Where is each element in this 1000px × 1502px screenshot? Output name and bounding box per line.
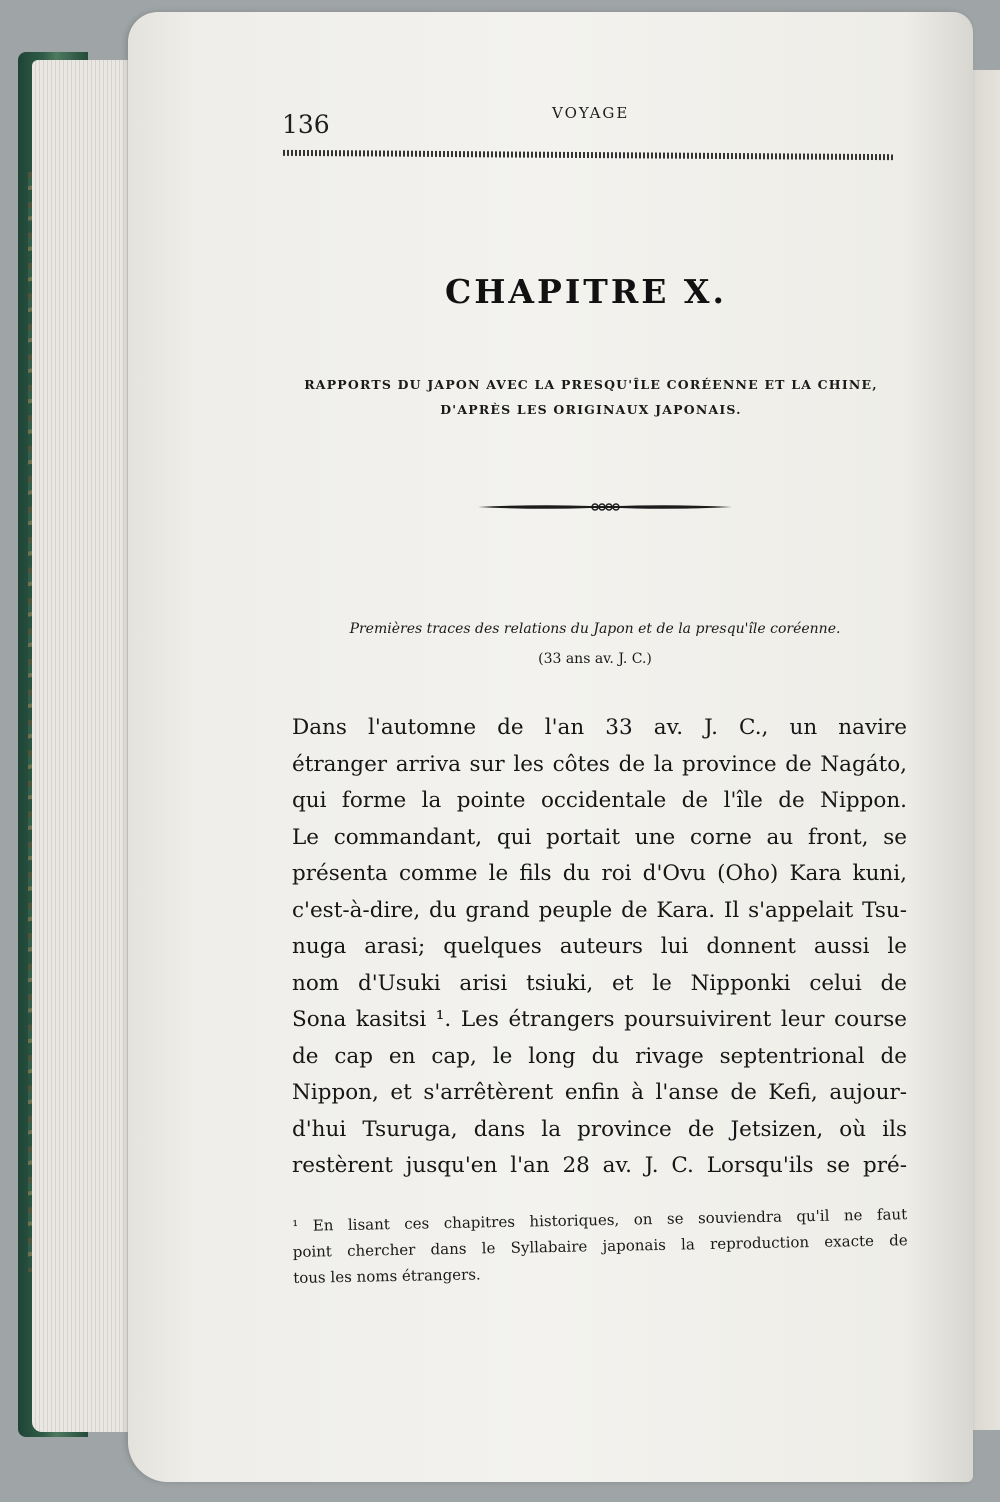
body-line: Sona kasitsi ¹. Les étrangers poursuivirent leur course <box>292 1007 907 1032</box>
body-line: Dans l'automne de l'an 33 av. J. C., un navire <box>292 715 907 740</box>
chapter-subtitle-line: D'APRÈS LES ORIGINAUX JAPONAIS. <box>440 402 742 417</box>
body-line: d'hui Tsuruga, dans la province de Jetsizen, où ils <box>292 1116 907 1142</box>
body-line: étranger arriva sur les côtes de la province de Nagáto, <box>292 751 907 777</box>
body-line: c'est-à-dire, du grand peuple de Kara. Il s'appelait Tsu- <box>292 897 907 923</box>
page-number: 136 <box>282 110 330 139</box>
ornament-divider <box>478 500 732 514</box>
footnote <box>292 1201 908 1291</box>
body-line: nom d'Usuki arisi tsiuki, et le Nipponki celui de <box>292 970 907 996</box>
chapter-title: CHAPITRE X. <box>444 272 727 311</box>
body-line: Le commandant, qui portait une corne au front, se <box>292 824 907 850</box>
body-line: qui forme la pointe occidentale de l'île de Nippon. <box>292 788 907 813</box>
section-heading: Premières traces des relations du Japon et de la presqu'île coréenne. <box>349 621 841 637</box>
chapter-subtitle-line: RAPPORTS DU JAPON AVEC LA PRESQU'ÎLE CORÉENNE ET LA CHINE, <box>304 377 878 392</box>
body-line: présenta comme le fils du roi d'Ovu (Oho) Kara kuni, <box>292 861 907 886</box>
body-line: de cap en cap, le long du rivage septentrional de <box>292 1043 907 1069</box>
footnote-line: tous les noms étrangers. <box>293 1265 481 1287</box>
page-header <box>280 106 892 146</box>
body-line: Nippon, et s'arrêtèrent enfin à l'anse de Kefi, aujour- <box>292 1080 907 1105</box>
body-text <box>292 710 907 1185</box>
body-line: nuga arasi; quelques auteurs lui donnent aussi le <box>292 934 907 959</box>
footnote-line: ¹ En lisant ces chapitres historiques, on se souviendra qu'il ne faut <box>292 1205 908 1235</box>
section-date: (33 ans av. J. C.) <box>538 651 652 667</box>
footnote-line: point chercher dans le Syllabaire japonais la reproduction exacte de <box>292 1231 908 1261</box>
body-line: restèrent jusqu'en l'an 28 av. J. C. Lorsqu'ils se pré- <box>292 1153 907 1178</box>
running-head: VOYAGE <box>552 104 630 122</box>
chapter-subtitle <box>280 372 902 422</box>
